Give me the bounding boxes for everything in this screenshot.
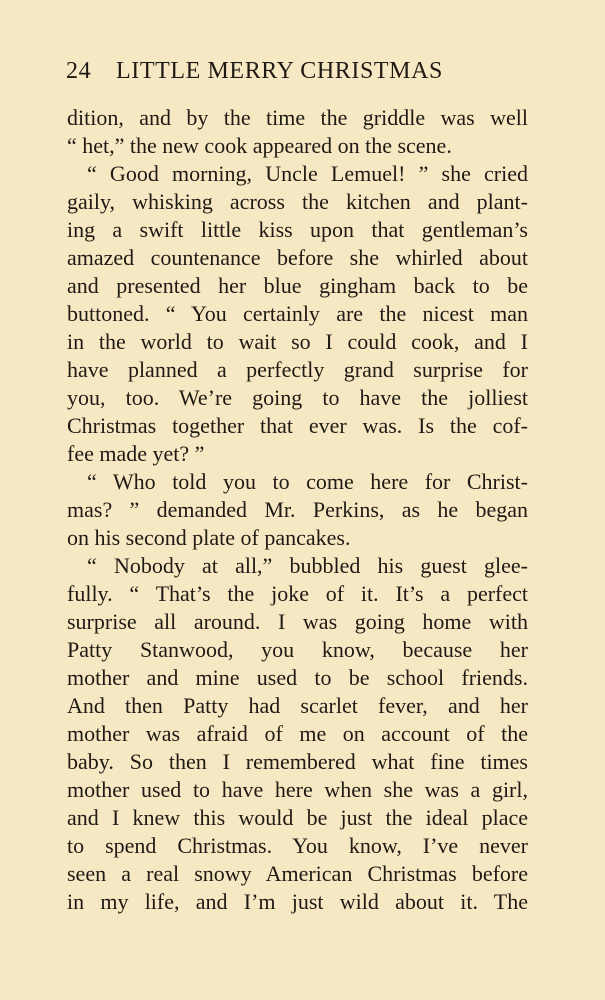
- text-line: in the world to wait so I could cook, and I: [67, 329, 528, 354]
- text-line: surprise all around. I was going home with: [67, 609, 528, 634]
- text-line: to spend Christmas. You know, I’ve never: [67, 833, 528, 858]
- text-line: mother and mine used to be school friends.: [67, 665, 528, 690]
- text-line: on his second plate of pancakes.: [67, 525, 351, 550]
- text-line: buttoned. “ You certainly are the nicest man: [67, 301, 528, 326]
- text-line: “ het,” the new cook appeared on the scene.: [67, 133, 452, 158]
- text-line: fully. “ That’s the joke of it. It’s a perfect: [67, 581, 528, 606]
- text-line: ing a swift little kiss upon that gentleman’s: [67, 217, 528, 242]
- text-line: dition, and by the time the griddle was well: [67, 105, 528, 130]
- text-line: “ Nobody at all,” bubbled his guest glee-: [87, 553, 528, 578]
- text-line: mother was afraid of me on account of the: [67, 721, 528, 746]
- page-header: [66, 58, 536, 92]
- text-line: gaily, whisking across the kitchen and plant-: [67, 189, 528, 214]
- text-line: amazed countenance before she whirled about: [67, 245, 528, 270]
- text-line: “ Good morning, Uncle Lemuel! ” she cried: [87, 161, 528, 186]
- text-line: And then Patty had scarlet fever, and her: [67, 693, 528, 718]
- text-line: in my life, and I’m just wild about it. The: [67, 889, 528, 914]
- text-line: “ Who told you to come here for Christ-: [87, 469, 528, 494]
- text-line: mas? ” demanded Mr. Perkins, as he began: [67, 497, 528, 522]
- text-line: seen a real snowy American Christmas before: [67, 861, 528, 886]
- text-line: you, too. We’re going to have the jolliest: [67, 385, 528, 410]
- running-head: LITTLE MERRY CHRISTMAS: [116, 58, 443, 84]
- body-text: [67, 104, 528, 916]
- page-number: 24: [66, 58, 92, 84]
- text-line: have planned a perfectly grand surprise for: [67, 357, 528, 382]
- text-line: baby. So then I remembered what fine times: [67, 749, 528, 774]
- text-line: fee made yet? ”: [67, 441, 205, 466]
- text-line: Christmas together that ever was. Is the cof-: [67, 413, 528, 438]
- text-line: Patty Stanwood, you know, because her: [67, 637, 528, 662]
- text-line: and presented her blue gingham back to be: [67, 273, 528, 298]
- text-line: and I knew this would be just the ideal place: [67, 805, 528, 830]
- text-line: mother used to have here when she was a girl,: [67, 777, 528, 802]
